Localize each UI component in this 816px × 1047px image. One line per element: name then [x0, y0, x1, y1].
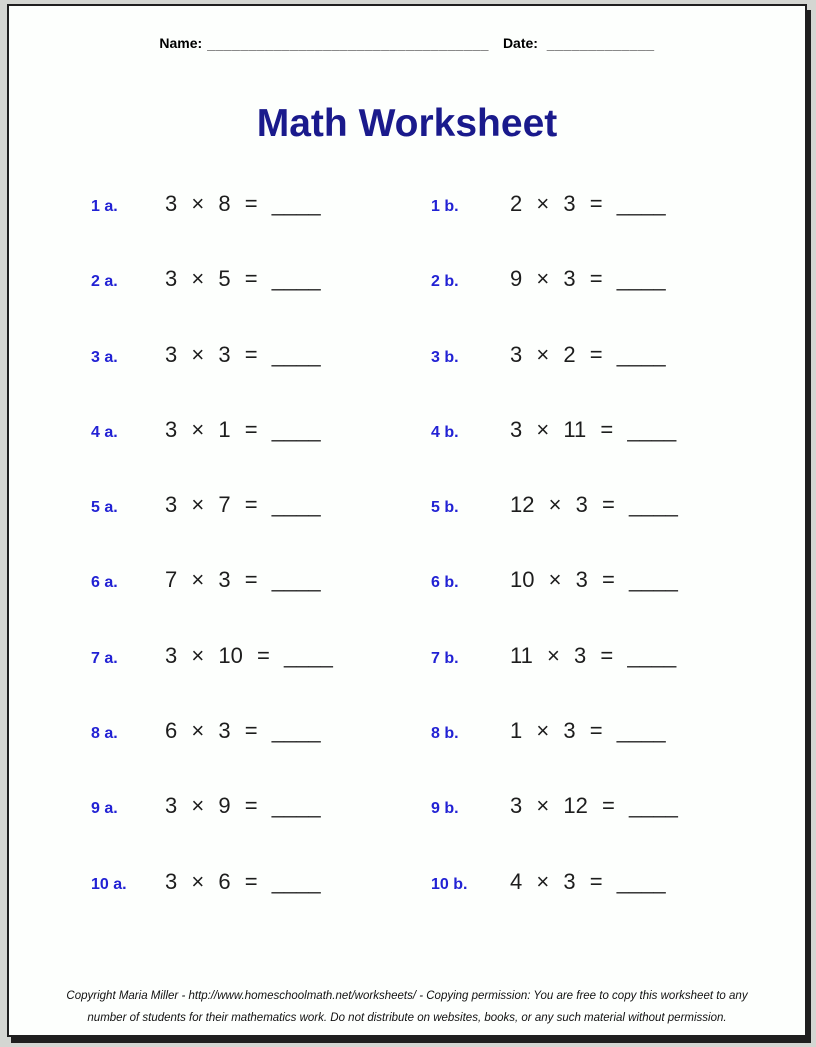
factor-1: 3: [165, 416, 178, 442]
problem-row: [9, 793, 805, 868]
problem-expression-b: [510, 266, 805, 292]
answer-blank: ____: [271, 341, 321, 367]
times-sign: ×: [536, 266, 550, 292]
name-label: Name:: [159, 35, 203, 51]
times-sign: ×: [546, 642, 560, 668]
problem-row: [9, 191, 805, 266]
equals-sign: =: [601, 567, 615, 593]
factor-1: 3: [165, 191, 178, 216]
answer-blank: ____: [616, 718, 666, 744]
equals-sign: =: [244, 567, 258, 593]
equals-sign: =: [244, 341, 258, 367]
factor-1: 6: [165, 718, 178, 744]
problem-row: [9, 869, 805, 944]
factor-2: 9: [218, 793, 231, 819]
equals-sign: =: [244, 191, 258, 216]
problem-label-b: 3 b.: [431, 348, 459, 366]
factor-1: 1: [510, 718, 523, 744]
equals-sign: =: [256, 642, 270, 668]
problem-expression-a: [165, 567, 431, 593]
problem-expression-b: [510, 417, 805, 443]
problem-expression-b: [510, 191, 805, 217]
problem-label-a: 3 a.: [91, 348, 118, 366]
factor-2: 5: [218, 266, 231, 292]
times-sign: ×: [536, 718, 550, 744]
times-sign: ×: [191, 567, 205, 593]
factor-1: 4: [510, 868, 523, 894]
problem-row: [9, 417, 805, 492]
problem-label-a: 5 a.: [91, 499, 118, 517]
answer-blank: ____: [628, 793, 678, 819]
problem-expression-a: [165, 417, 431, 443]
problem-label-b: 8 b.: [431, 725, 459, 743]
factor-2: 3: [575, 567, 588, 593]
times-sign: ×: [191, 642, 205, 668]
problem-label-a: 9 a.: [91, 800, 118, 818]
factor-2: 3: [563, 718, 576, 744]
times-sign: ×: [191, 793, 205, 819]
equals-sign: =: [589, 718, 603, 744]
answer-blank: ____: [271, 266, 321, 292]
problem-expression-a: [165, 266, 431, 292]
problem-expression-b: [510, 869, 805, 895]
times-sign: ×: [548, 567, 562, 593]
factor-1: 11: [510, 642, 533, 668]
times-sign: ×: [536, 191, 550, 216]
problem-expression-a: [165, 492, 431, 518]
answer-blank: ____: [628, 567, 678, 593]
problem-label-b: 10 b.: [431, 875, 468, 893]
answer-blank: ____: [628, 492, 678, 518]
factor-2: 3: [218, 341, 231, 367]
problem-row: [9, 567, 805, 642]
problem-row: [9, 492, 805, 567]
answer-blank: ____: [627, 642, 677, 668]
equals-sign: =: [244, 416, 258, 442]
factor-2: 10: [218, 642, 243, 668]
problem-expression-a: [165, 643, 431, 669]
factor-1: 2: [510, 191, 523, 216]
equals-sign: =: [589, 868, 603, 894]
equals-sign: =: [244, 793, 258, 819]
factor-2: 3: [563, 266, 576, 292]
times-sign: ×: [191, 341, 205, 367]
times-sign: ×: [536, 341, 550, 367]
times-sign: ×: [191, 868, 205, 894]
factor-1: 3: [165, 793, 178, 819]
answer-blank: ____: [271, 416, 321, 442]
problem-row: [9, 718, 805, 793]
problem-expression-b: [510, 793, 805, 819]
factor-1: 3: [165, 492, 178, 518]
factor-1: 3: [165, 341, 178, 367]
problem-label-b: 9 b.: [431, 800, 459, 818]
name-date-row: [9, 35, 805, 51]
equals-sign: =: [600, 416, 614, 442]
problem-label-b: 6 b.: [431, 574, 459, 592]
equals-sign: =: [589, 341, 603, 367]
date-blank-line: _____________: [546, 35, 655, 51]
problem-label-a: 8 a.: [91, 725, 118, 743]
problem-expression-b: [510, 492, 805, 518]
times-sign: ×: [191, 492, 205, 518]
factor-1: 3: [510, 341, 523, 367]
factor-2: 1: [218, 416, 231, 442]
factor-1: 12: [510, 492, 535, 518]
problem-expression-a: [165, 869, 431, 895]
problem-expression-a: [165, 793, 431, 819]
problem-label-a: 6 a.: [91, 574, 118, 592]
times-sign: ×: [536, 868, 550, 894]
problem-expression-b: [510, 643, 805, 669]
answer-blank: ____: [271, 492, 321, 518]
problem-label-a: 10 a.: [91, 875, 127, 893]
answer-blank: ____: [627, 416, 677, 442]
answer-blank: ____: [271, 191, 321, 216]
factor-1: 10: [510, 567, 535, 593]
times-sign: ×: [191, 416, 205, 442]
problem-label-a: 2 a.: [91, 273, 118, 291]
answer-blank: ____: [271, 567, 321, 593]
copyright-line-2: number of students for their mathematics work. Do not distribute on websites, books, or any such material without permission.: [87, 1012, 727, 1024]
equals-sign: =: [601, 492, 615, 518]
problem-expression-b: [510, 342, 805, 368]
problem-label-b: 4 b.: [431, 423, 459, 441]
answer-blank: ____: [616, 868, 666, 894]
answer-blank: ____: [616, 191, 666, 216]
factor-2: 11: [563, 416, 587, 442]
problems-grid: [9, 191, 805, 944]
factor-1: 3: [165, 642, 178, 668]
factor-2: 6: [218, 868, 231, 894]
problem-expression-a: [165, 718, 431, 744]
answer-blank: ____: [271, 868, 321, 894]
problem-label-b: 1 b.: [431, 198, 459, 215]
answer-blank: ____: [271, 718, 321, 744]
problem-expression-b: [510, 718, 805, 744]
factor-1: 3: [510, 793, 523, 819]
problem-row: [9, 643, 805, 718]
times-sign: ×: [191, 266, 205, 292]
answer-blank: ____: [616, 266, 666, 292]
times-sign: ×: [191, 191, 205, 216]
times-sign: ×: [548, 492, 562, 518]
factor-2: 3: [573, 642, 587, 668]
copyright-line-1: Copyright Maria Miller - http://www.homeschoolmath.net/worksheets/ - Copying permission: You are free to copy this worksheet to any: [66, 990, 748, 1002]
problem-row: [9, 266, 805, 341]
equals-sign: =: [589, 266, 603, 292]
factor-2: 3: [218, 567, 231, 593]
times-sign: ×: [536, 416, 550, 442]
problem-label-a: 7 a.: [91, 649, 118, 667]
factor-1: 7: [165, 567, 178, 593]
times-sign: ×: [191, 718, 205, 744]
answer-blank: ____: [271, 793, 321, 819]
times-sign: ×: [536, 793, 550, 819]
problem-label-a: 1 a.: [91, 198, 118, 215]
factor-2: 3: [218, 718, 231, 744]
problem-row: [9, 342, 805, 417]
date-label: Date:: [502, 35, 538, 51]
problem-expression-a: [165, 191, 431, 217]
factor-1: 3: [165, 868, 178, 894]
problem-label-b: 5 b.: [431, 499, 459, 517]
problem-label-a: 4 a.: [91, 423, 118, 441]
factor-2: 3: [575, 492, 588, 518]
equals-sign: =: [244, 718, 258, 744]
factor-1: 3: [165, 266, 178, 292]
factor-1: 3: [510, 416, 523, 442]
equals-sign: =: [244, 492, 258, 518]
equals-sign: =: [601, 793, 615, 819]
problem-label-b: 7 b.: [431, 649, 459, 667]
answer-blank: ____: [616, 341, 666, 367]
factor-2: 8: [218, 191, 231, 216]
equals-sign: =: [244, 868, 258, 894]
equals-sign: =: [600, 642, 614, 668]
factor-2: 3: [563, 868, 576, 894]
equals-sign: =: [589, 191, 603, 216]
factor-2: 2: [563, 341, 576, 367]
problem-expression-a: [165, 342, 431, 368]
page-title: Math Worksheet: [256, 102, 558, 145]
factor-2: 12: [563, 793, 588, 819]
answer-blank: ____: [283, 642, 333, 668]
factor-1: 9: [510, 266, 523, 292]
problem-label-b: 2 b.: [431, 273, 459, 291]
date-group: [503, 35, 655, 51]
name-blank-line: __________________________________: [207, 35, 489, 51]
copyright-footer: [9, 985, 805, 1029]
problem-expression-b: [510, 567, 805, 593]
worksheet-page: [7, 4, 807, 1037]
equals-sign: =: [244, 266, 258, 292]
factor-2: 3: [563, 191, 576, 216]
factor-2: 7: [218, 492, 231, 518]
